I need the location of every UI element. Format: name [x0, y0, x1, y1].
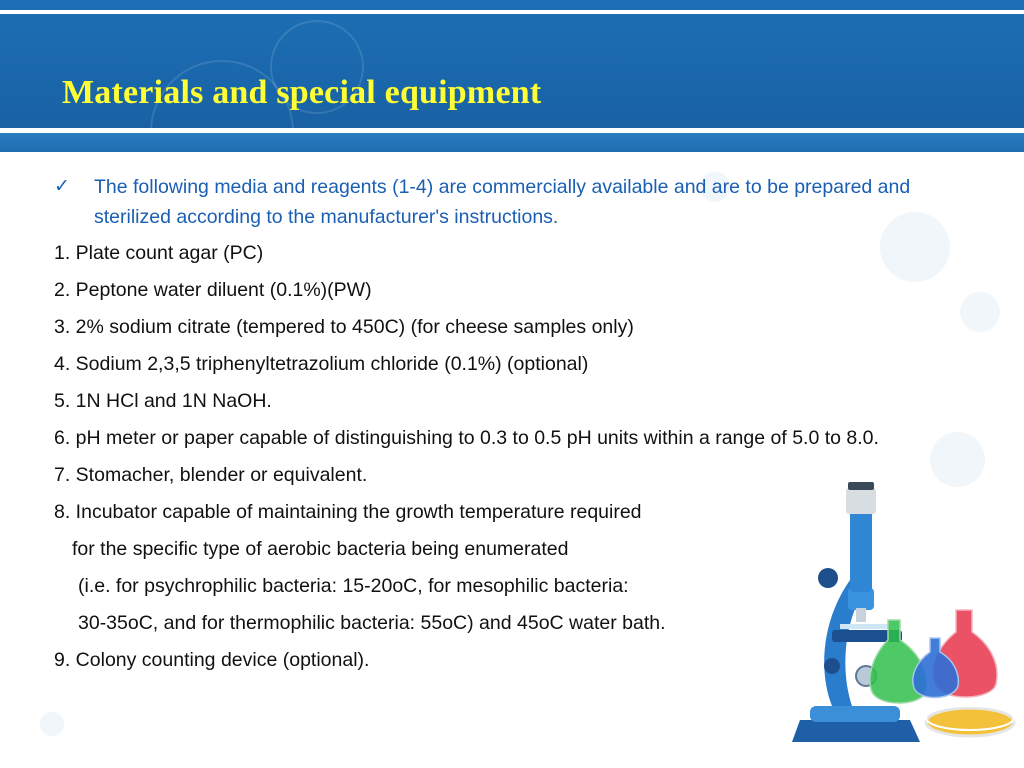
- list-item: 3. 2% sodium citrate (tempered to 450C) (for cheese samples only): [54, 316, 634, 338]
- list-item: 1. Plate count agar (PC): [54, 242, 264, 264]
- microscope-tube: [850, 510, 872, 592]
- list-item: 8. Incubator capable of maintaining the growth temperature required: [54, 501, 642, 523]
- intro-text: The following media and reagents (1-4) are commercially available and are to be prepared and sterilized according to the manufacturer's instructions.: [94, 176, 911, 228]
- list-item-continuation: (i.e. for psychrophilic bacteria: 15-20oC, for mesophilic bacteria:: [78, 575, 629, 597]
- intro-bullet: [54, 172, 954, 232]
- list-item: 9. Colony counting device (optional).: [54, 649, 370, 671]
- slide-title: Materials and special equipment: [62, 74, 542, 111]
- fine-knob: [824, 658, 840, 674]
- header-top-stripe: [0, 10, 1024, 14]
- list-item: 5. 1N HCl and 1N NaOH.: [54, 390, 272, 412]
- list-item: 4. Sodium 2,3,5 triphenyltetrazolium chloride (0.1%) (optional): [54, 353, 589, 375]
- petri-dish: [926, 708, 1014, 736]
- list-item-continuation: 30-35oC, and for thermophilic bacteria: 55oC) and 45oC water bath.: [78, 612, 666, 634]
- list-item: 6. pH meter or paper capable of distinguishing to 0.3 to 0.5 pH units within a range of 5.0 to 8.0.: [54, 427, 879, 449]
- focus-knob: [818, 568, 838, 588]
- microscope-base-top: [810, 706, 900, 722]
- header-under-band: [0, 133, 1024, 152]
- microscope-base: [792, 720, 920, 742]
- lab-equipment-illustration: [770, 470, 1024, 768]
- eyepiece-top: [848, 482, 874, 490]
- checkmark-icon: ✓: [54, 176, 70, 197]
- slide-glass: [840, 624, 890, 629]
- list-item: 7. Stomacher, blender or equivalent.: [54, 464, 368, 486]
- list-item: 2. Peptone water diluent (0.1%)(PW): [54, 279, 372, 301]
- objective-lens: [856, 608, 866, 622]
- eyepiece: [846, 488, 876, 514]
- list-item-continuation: for the specific type of aerobic bacteria being enumerated: [72, 538, 569, 560]
